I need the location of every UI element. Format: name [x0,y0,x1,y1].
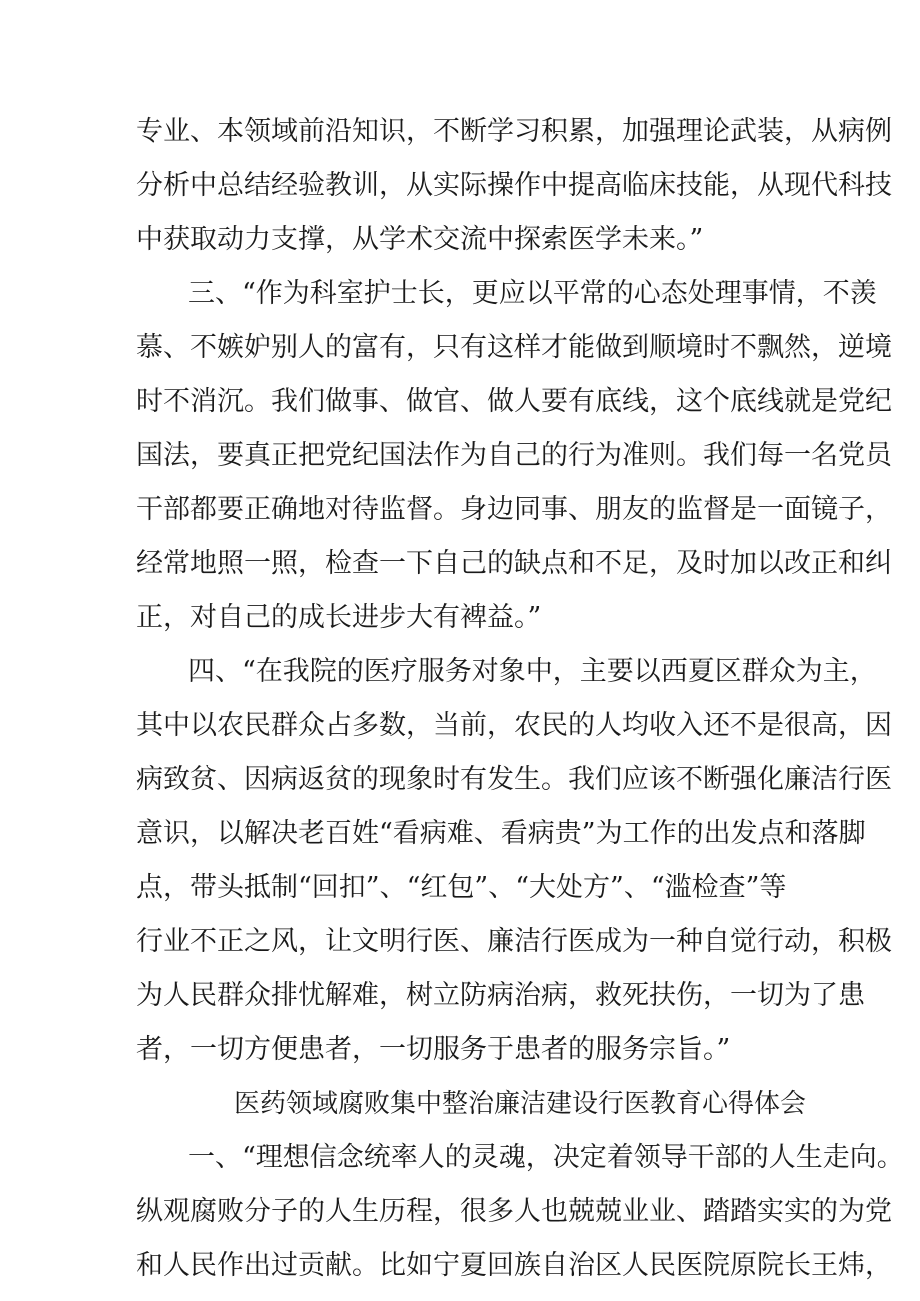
text-line: 中获取动力支撑，从学术交流中探索医学未来。” [136,224,704,255]
text-line: 时不消沉。我们做事、做官、做人要有底线，这个底线就是党纪 [136,386,892,417]
document-heading: 医药领域腐败集中整治廉洁建设行医教育心得体会 [234,1089,807,1119]
text-line: 慕、不嫉妒别人的富有，只有这样才能做到顺境时不飘然，逆境 [136,332,892,363]
paragraph-section-1 [136,1131,904,1293]
document-body [136,105,904,1293]
text-line: 和人民作出过贡献。比如宁夏回族自治区人民医院原院长王炜， [136,1250,892,1281]
text-line: 四、“在我院的医疗服务对象中，主要以西夏区群众为主， [188,656,877,687]
text-line: 意识，以解决老百姓“看病难、看病贵”为工作的出发点和落脚 [136,818,866,849]
text-line: 经常地照一照，检查一下自己的缺点和不足，及时加以改正和纠 [136,548,892,579]
text-line: 病致贫、因病返贫的现象时有发生。我们应该不断强化廉洁行医 [136,764,892,795]
text-line: 正，对自己的成长进步大有裨益。” [136,602,542,633]
text-line: 点，带头抵制“回扣”、“红包”、“大处方”、“滥检查”等 [136,872,787,903]
paragraph-section-3 [136,267,892,645]
paragraph-continuation [136,105,892,267]
paragraph-section-4 [136,645,892,1077]
text-line: 其中以农民群众占多数，当前，农民的人均收入还不是很高，因 [136,710,892,741]
text-line: 为人民群众排忧解难，树立防病治病，救死扶伤，一切为了患 [136,980,865,1011]
text-line: 者，一切方便患者，一切服务于患者的服务宗旨。” [136,1034,731,1065]
text-line: 纵观腐败分子的人生历程，很多人也兢兢业业、踏踏实实的为党 [136,1196,892,1227]
text-line: 行业不正之风，让文明行医、廉洁行医成为一种自觉行动，积极 [136,926,892,957]
text-line: 国法，要真正把党纪国法作为自己的行为准则。我们每一名党员 [136,440,892,471]
text-line: 分析中总结经验教训，从实际操作中提高临床技能，从现代科技 [136,170,892,201]
text-line: 干部都要正确地对待监督。身边同事、朋友的监督是一面镜子， [136,494,892,525]
text-line: 三、“作为科室护士长，更应以平常的心态处理事情，不羡 [188,278,877,309]
text-line: 一、“理想信念统率人的灵魂，决定着领导干部的人生走向。 [188,1142,904,1173]
text-line: 专业、本领域前沿知识，不断学习积累，加强理论武装，从病例 [136,116,892,147]
